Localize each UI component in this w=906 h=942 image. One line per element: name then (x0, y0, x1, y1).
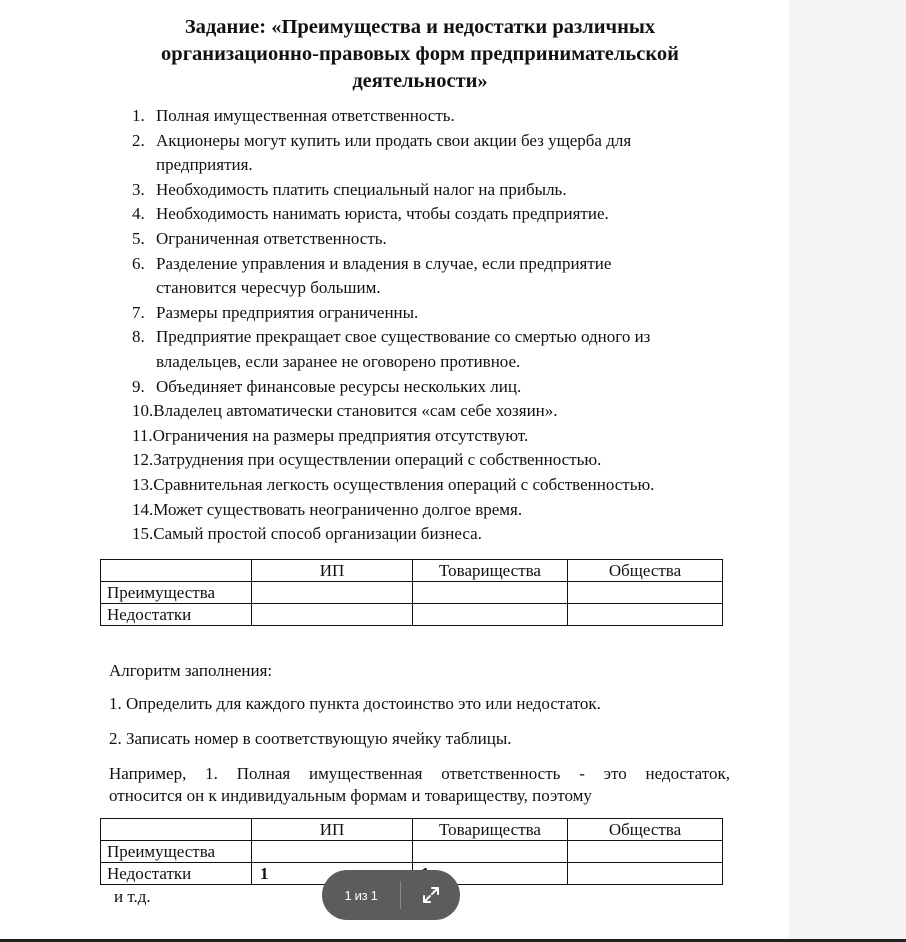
pdf-viewer-toolbar (322, 870, 460, 920)
list-item-number: 3. (132, 179, 145, 199)
list-item (132, 104, 732, 129)
list-item (132, 424, 732, 449)
list-item-number: 8. (132, 327, 145, 347)
list-item-text (156, 104, 732, 129)
list-item-number: 15. (132, 524, 154, 544)
list-item-number: 1. (132, 106, 145, 125)
table-cell (413, 604, 568, 626)
list-item-text (156, 301, 732, 326)
title-line-3: деятельности» (352, 70, 488, 92)
list-item-text (156, 375, 732, 400)
column-header: ИП (252, 560, 413, 582)
list-item-line: становится чересчур большим. (156, 278, 381, 298)
list-item (132, 325, 732, 374)
list-item-line: Сравнительная легкость осуществления операций с собственностью. (153, 474, 655, 494)
example-paragraph (109, 763, 730, 807)
column-header: Товарищества (413, 560, 568, 582)
list-item-line: Самый простой способ организации бизнеса. (153, 524, 482, 544)
list-item (132, 498, 732, 523)
list-item-line: Необходимость нанимать юриста, чтобы создать предприятие. (156, 204, 609, 224)
list-item-line: Предприятие прекращает свое существование со смертью одного из (156, 327, 651, 347)
document-title (100, 14, 740, 95)
list-item-line: Владелец автоматически становится «сам себе хозяин». (153, 401, 558, 421)
title-line-2: организационно-правовых форм предпринимательской (161, 43, 679, 65)
list-item (132, 399, 732, 424)
algorithm-step-2: 2. Записать номер в соответствующую ячейку таблицы. (109, 729, 512, 748)
table-row (101, 841, 723, 863)
list-item-number: 10. (132, 401, 154, 421)
list-item-text (153, 424, 732, 449)
list-item-text (153, 448, 732, 473)
list-item-line: Ограничения на размеры предприятия отсутствуют. (152, 425, 529, 445)
list-item-text (153, 498, 732, 523)
list-item-line: Размеры предприятия ограниченны. (156, 302, 419, 322)
expand-icon (422, 886, 440, 904)
list-item-line: Может существовать неограниченно долгое время. (153, 499, 523, 519)
list-item-line: Разделение управления и владения в случае, если предприятие (156, 253, 612, 273)
list-item (132, 252, 732, 301)
table-cell (252, 604, 413, 626)
row-label: Недостатки (101, 604, 252, 626)
list-item-line: Полная имущественная ответственность. (156, 106, 455, 125)
table-row (101, 604, 723, 626)
table-cell (413, 582, 568, 604)
list-item-text (153, 399, 732, 424)
list-item (132, 227, 732, 252)
column-header: Общества (568, 819, 723, 841)
list-item-text (156, 178, 732, 203)
list-item (132, 202, 732, 227)
table-cell (568, 582, 723, 604)
list-item (132, 178, 732, 203)
table-cell: 1 (252, 863, 413, 885)
table-header-row (101, 560, 723, 582)
list-item-text (153, 473, 732, 498)
algorithm-step-1: 1. Определить для каждого пункта достоинство это или недостаток. (109, 694, 601, 713)
list-item-number: 5. (132, 228, 145, 248)
page-counter: 1 из 1 (344, 887, 378, 903)
title-line-1: Задание: «Преимущества и недостатки различных (184, 16, 656, 38)
list-item (132, 375, 732, 400)
column-header (101, 819, 252, 841)
example-line-2: относится он к индивидуальным формам и товариществу, поэтому (109, 786, 592, 805)
list-item-line: предприятия. (156, 155, 253, 175)
column-header (101, 560, 252, 582)
column-header: ИП (252, 819, 413, 841)
row-label: Преимущества (101, 841, 252, 863)
table-row (101, 582, 723, 604)
list-item-number: 12. (132, 450, 154, 470)
row-label: Недостатки (101, 863, 252, 885)
table-cell (252, 841, 413, 863)
table-cell (413, 841, 568, 863)
list-item-text (156, 129, 732, 178)
list-item-number: 7. (132, 302, 145, 322)
list-item (132, 473, 732, 498)
column-header: Товарищества (413, 819, 568, 841)
list-item-line: Ограниченная ответственность. (156, 228, 387, 248)
list-item-number: 9. (132, 376, 145, 396)
list-item-number: 13. (132, 474, 154, 494)
list-item-number: 2. (132, 130, 145, 150)
list-item (132, 448, 732, 473)
table-cell (252, 582, 413, 604)
statements-list (132, 104, 732, 547)
table-cell (568, 604, 723, 626)
list-item-line: владельцев, если заранее не оговорено противное. (156, 351, 521, 371)
table-cell (568, 841, 723, 863)
list-item (132, 129, 732, 178)
table-cell (568, 863, 723, 885)
list-item-line: Затруднения при осуществлении операций с собственностью. (153, 450, 602, 470)
list-item-text (156, 227, 732, 252)
list-item-line: Необходимость платить специальный налог на прибыль. (156, 179, 567, 199)
list-item-text (156, 252, 732, 301)
list-item (132, 301, 732, 326)
list-item (132, 522, 732, 547)
expand-button[interactable] (401, 870, 460, 920)
list-item-number: 14. (132, 499, 154, 519)
viewer-background (789, 0, 906, 942)
algorithm-heading: Алгоритм заполнения: (109, 661, 273, 680)
list-item-line: Акционеры могут купить или продать свои акции без ущерба для (156, 130, 632, 150)
row-label: Преимущества (101, 582, 252, 604)
example-line-1: Например, 1. Полная имущественная ответственность - это недостаток, (109, 764, 730, 783)
list-item-text (156, 325, 732, 374)
list-item-number: 4. (132, 204, 145, 224)
column-header: Общества (568, 560, 723, 582)
task-table (100, 559, 723, 626)
list-item-text (153, 522, 732, 547)
list-item-line: Объединяет финансовые ресурсы нескольких лиц. (156, 376, 522, 396)
table-header-row (101, 819, 723, 841)
etc-text: и т.д. (114, 887, 151, 906)
list-item-number: 6. (132, 253, 145, 273)
list-item-text (156, 202, 732, 227)
list-item-number: 11. (132, 425, 153, 445)
